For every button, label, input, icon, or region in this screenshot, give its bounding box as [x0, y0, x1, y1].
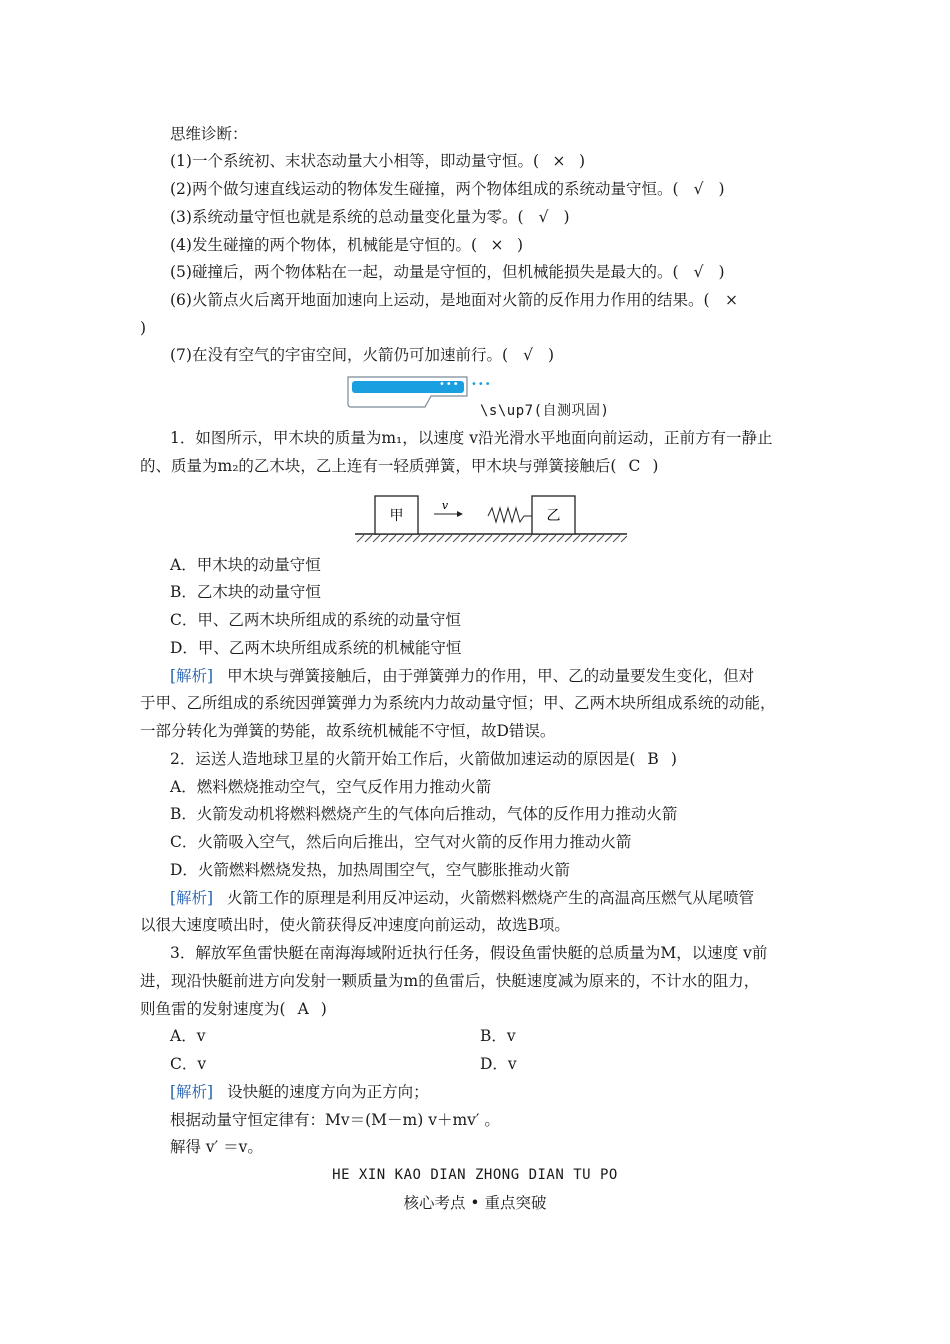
q3-analysis-line2: 根据动量守恒定律有：Mv＝(M－m) v＋mv′ 。 [170, 1111, 500, 1129]
q1-stem-line2: 的、质量为m₂的乙木块，乙上连有一轻质弹簧，甲木块与弹簧接触后( C ) [140, 457, 659, 475]
q3-analysis-line1: [解析] 设快艇的速度方向为正方向； [170, 1083, 429, 1101]
judgement-mark: × [490, 236, 504, 254]
q2-answer: B [647, 750, 659, 768]
analysis-tag: [解析] [170, 889, 214, 907]
block-yi-label: 乙 [546, 508, 561, 524]
q2-option-a: A．燃料燃烧推动空气，空气反作用力推动火箭 [170, 778, 492, 796]
q3-option-c: C．v [170, 1055, 207, 1073]
q3-analysis-line3: 解得 v′ ＝v。 [170, 1138, 263, 1156]
judgement-mark: √ [693, 263, 704, 281]
velocity-label: v [441, 499, 449, 512]
q1-analysis-line1: [解析] 甲木块与弹簧接触后，由于弹簧弹力的作用，甲、乙的动量要发生变化，但对 [170, 667, 755, 685]
q2-option-b: B．火箭发动机将燃料燃烧产生的气体向后推动，气体的反作用力推动火箭 [170, 805, 678, 823]
q3-stem-line2: 进，现沿快艇前进方向发射一颗质量为m的鱼雷后，快艇速度减为原来的，不计水的阻力， [140, 972, 760, 990]
q3-option-b: B．v [480, 1027, 516, 1045]
judgement-mark: √ [538, 208, 549, 226]
q1-option-b: B．乙木块的动量守恒 [170, 583, 321, 601]
diagnosis-item-3: (3)系统动量守恒也就是系统的总动量变化量为零。( √ ) [170, 208, 570, 226]
q2-analysis-line2: 以很大速度喷出时，使火箭获得反冲速度向前运动，故选B项。 [140, 916, 570, 934]
q1-option-c: C．甲、乙两木块所组成的系统的动量守恒 [170, 611, 461, 629]
ground-hatching [357, 535, 627, 542]
section-pinyin: HE XIN KAO DIAN ZHONG DIAN TU PO [332, 1167, 618, 1183]
q2-option-c: C．火箭吸入空气，然后向后推出，空气对火箭的反作用力推动火箭 [170, 833, 632, 851]
q3-stem-line1: 3．解放军鱼雷快艇在南海海域附近执行任务，假设鱼雷快艇的总质量为M，以速度 v前 [170, 944, 768, 962]
q1-figure [355, 493, 630, 543]
analysis-tag: [解析] [170, 667, 214, 685]
judgement-mark: × [552, 152, 566, 170]
diagnosis-item-6: (6)火箭点火后离开地面加速向上运动，是地面对火箭的反作用力作用的结果。( × [170, 290, 742, 310]
q1-stem-line1: 1．如图所示，甲木块的质量为m₁，以速度 v沿光滑水平地面向前运动，正前方有一静止 [170, 429, 773, 447]
block-jia-label: 甲 [389, 508, 404, 524]
judgement-mark: × [725, 291, 739, 309]
q2-analysis-line1: [解析] 火箭工作的原理是利用反冲运动，火箭燃料燃烧产生的高温高压燃气从尾喷管 [170, 889, 755, 907]
q1-answer: C [628, 457, 641, 475]
banner-dots-outer: ••• [471, 379, 492, 390]
blocks-spring-diagram [355, 493, 630, 543]
diagnosis-item-4: (4)发生碰撞的两个物体，机械能是守恒的。( × ) [170, 236, 524, 254]
q1-analysis-line2: 于甲、乙所组成的系统因弹簧弹力为系统内力故动量守恒；甲、乙两木块所组成系统的动能， [140, 694, 776, 712]
section-label: \s\up7(自测巩固) [480, 403, 610, 419]
judgement-mark: √ [523, 346, 533, 364]
diagnosis-item-7: (7)在没有空气的宇宙空间，火箭仍可加速前行。( √ ) [170, 346, 555, 364]
diagnosis-title: 思维诊断： [170, 125, 248, 143]
section-heading: 核心考点 • 重点突破 [403, 1194, 547, 1212]
q2-option-d: D．火箭燃料燃烧发热，加热周围空气，空气膨胀推动火箭 [170, 861, 570, 879]
q1-option-a: A．甲木块的动量守恒 [170, 556, 321, 574]
diagnosis-item-6-close: ) [140, 319, 147, 337]
q1-option-d: D．甲、乙两木块所组成系统的机械能守恒 [170, 639, 462, 657]
q3-stem-line3: 则鱼雷的发射速度为( A ) [140, 1000, 327, 1018]
analysis-tag: [解析] [170, 1083, 214, 1101]
diagnosis-item-5: (5)碰撞后，两个物体粘在一起，动量是守恒的，但机械能损失是最大的。( √ ) [170, 263, 725, 281]
judgement-mark: √ [693, 180, 704, 198]
q1-analysis-line3: 一部分转化为弹簧的势能，故系统机械能不守恒，故D错误。 [140, 722, 556, 740]
diagnosis-item-2: (2)两个做匀速直线运动的物体发生碰撞，两个物体组成的系统动量守恒。( √ ) [170, 180, 725, 198]
q3-answer: A [297, 1000, 309, 1018]
q3-option-d: D．v [480, 1055, 517, 1073]
banner-dots-inner: ••• [439, 379, 460, 390]
q2-stem: 2．运送人造地球卫星的火箭开始工作后，火箭做加速运动的原因是( B ) [170, 750, 677, 768]
diagnosis-item-1: (1)一个系统初、末状态动量大小相等，即动量守恒。( × ) [170, 152, 586, 170]
q3-option-a: A．v [170, 1027, 206, 1045]
spring [488, 508, 532, 522]
